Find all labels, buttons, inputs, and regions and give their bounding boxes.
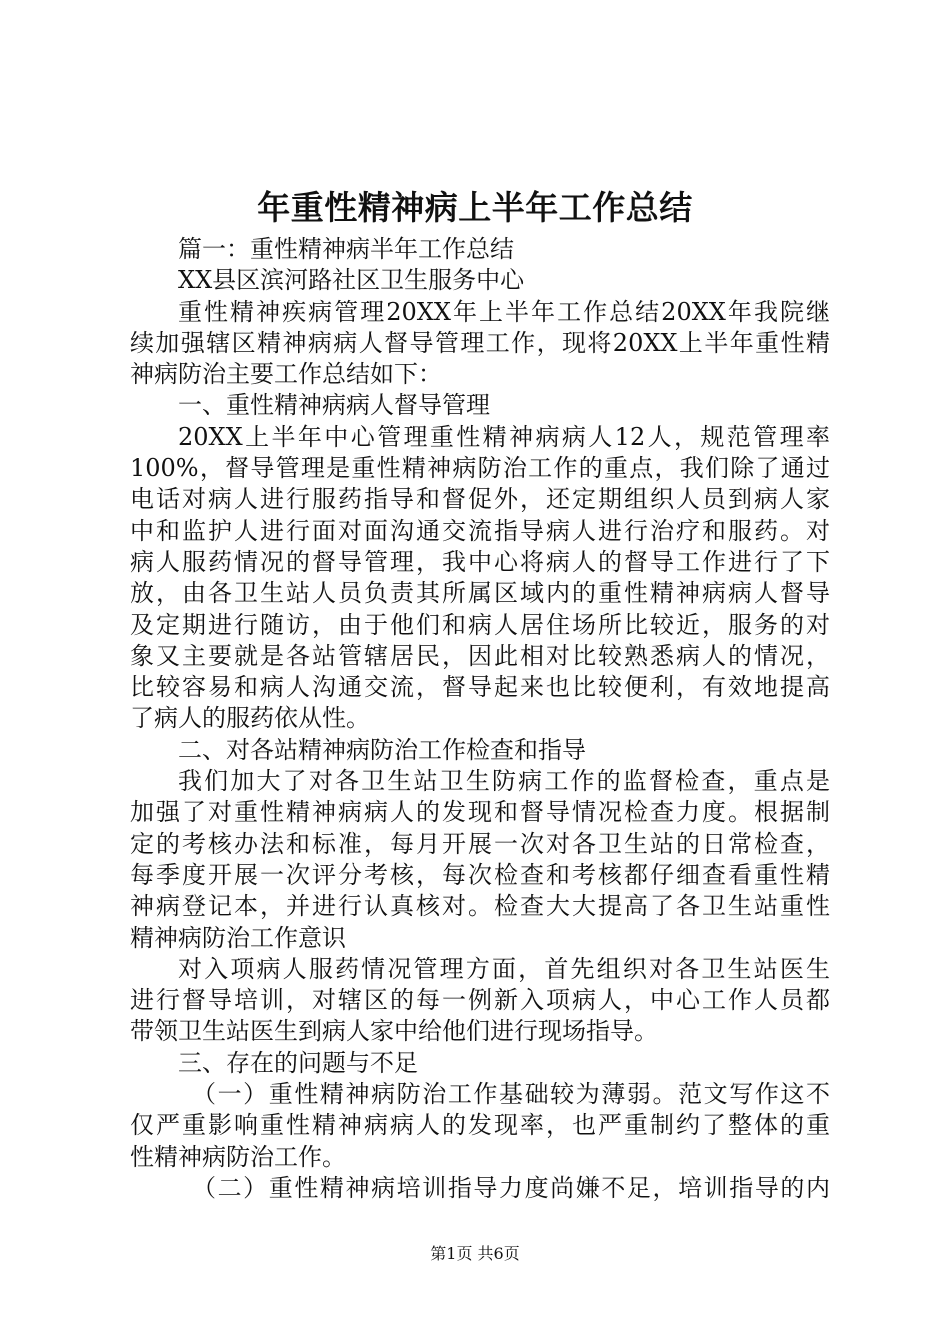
paragraph-line: 比较容易和病人沟通交流，督导起来也比较便利，有效地提高 [130, 673, 830, 702]
paragraph-line: 及定期进行随访，由于他们和病人居住场所比较近，服务的对 [130, 610, 830, 639]
subsection-heading: 二、对各站精神病防治工作检查和指导 [178, 735, 586, 764]
section-heading: 篇一：重性精神病半年工作总结 [178, 235, 514, 263]
paragraph-line: 进行督导培训，对辖区的每一例新入项病人，中心工作人员都 [130, 986, 830, 1015]
paragraph-line: 带领卫生站医生到病人家中给他们进行现场指导。 [130, 1017, 658, 1046]
paragraph-line: （一）重性精神病防治工作基础较为薄弱。范文写作这不 [192, 1080, 830, 1109]
paragraph-line: 性精神病防治工作。 [130, 1142, 346, 1171]
paragraph-line: 我们加大了对各卫生站卫生防病工作的监督检查，重点是 [178, 767, 830, 796]
paragraph-line: 对入项病人服药情况管理方面，首先组织对各卫生站医生 [178, 954, 830, 983]
paragraph-line: 电话对病人进行服药指导和督促外，还定期组织人员到病人家 [130, 485, 830, 514]
paragraph-line: 仅严重影响重性精神病病人的发现率，也严重制约了整体的重 [130, 1111, 830, 1140]
paragraph-line: 神病防治主要工作总结如下： [130, 360, 442, 389]
paragraph-line: 续加强辖区精神病病人督导管理工作，现将20XX上半年重性精 [130, 328, 830, 357]
paragraph-line: 神病登记本，并进行认真核对。检查大大提高了各卫生站重性 [130, 892, 830, 921]
paragraph-line: 精神病防治工作意识 [130, 923, 346, 952]
paragraph-line: 100%，督导管理是重性精神病防治工作的重点，我们除了通过 [130, 454, 830, 483]
paragraph-line: 定的考核办法和标准，每月开展一次对各卫生站的日常检查， [130, 829, 830, 858]
page-footer: 第1页 共6页 [430, 1244, 520, 1263]
organization-line: XX县区滨河路社区卫生服务中心 [178, 266, 525, 295]
paragraph-line: 20XX上半年中心管理重性精神病病人12人，规范管理率 [178, 422, 830, 451]
paragraph-line: 重性精神疾病管理20XX年上半年工作总结20XX年我院继 [178, 297, 830, 326]
subsection-heading: 一、重性精神病病人督导管理 [178, 391, 490, 420]
paragraph-line: 了病人的服药依从性。 [130, 704, 370, 733]
paragraph-line: 病人服药情况的督导管理，我中心将病人的督导工作进行了下 [130, 547, 830, 576]
paragraph-line: 放，由各卫生站人员负责其所属区域内的重性精神病病人督导 [130, 579, 830, 608]
document-body [130, 234, 830, 1204]
paragraph-line: 加强了对重性精神病病人的发现和督导情况检查力度。根据制 [130, 798, 830, 827]
subsection-heading: 三、存在的问题与不足 [178, 1048, 418, 1077]
paragraph-line: （二）重性精神病培训指导力度尚嫌不足，培训指导的内 [192, 1173, 830, 1202]
paragraph-line: 象又主要就是各站管辖居民，因此相对比较熟悉病人的情况， [130, 641, 830, 670]
paragraph-line: 中和监护人进行面对面沟通交流指导病人进行治疗和服药。对 [130, 516, 830, 545]
paragraph-line: 每季度开展一次评分考核，每次检查和考核都仔细查看重性精 [130, 860, 830, 889]
document-title: 年重性精神病上半年工作总结 [257, 188, 693, 227]
